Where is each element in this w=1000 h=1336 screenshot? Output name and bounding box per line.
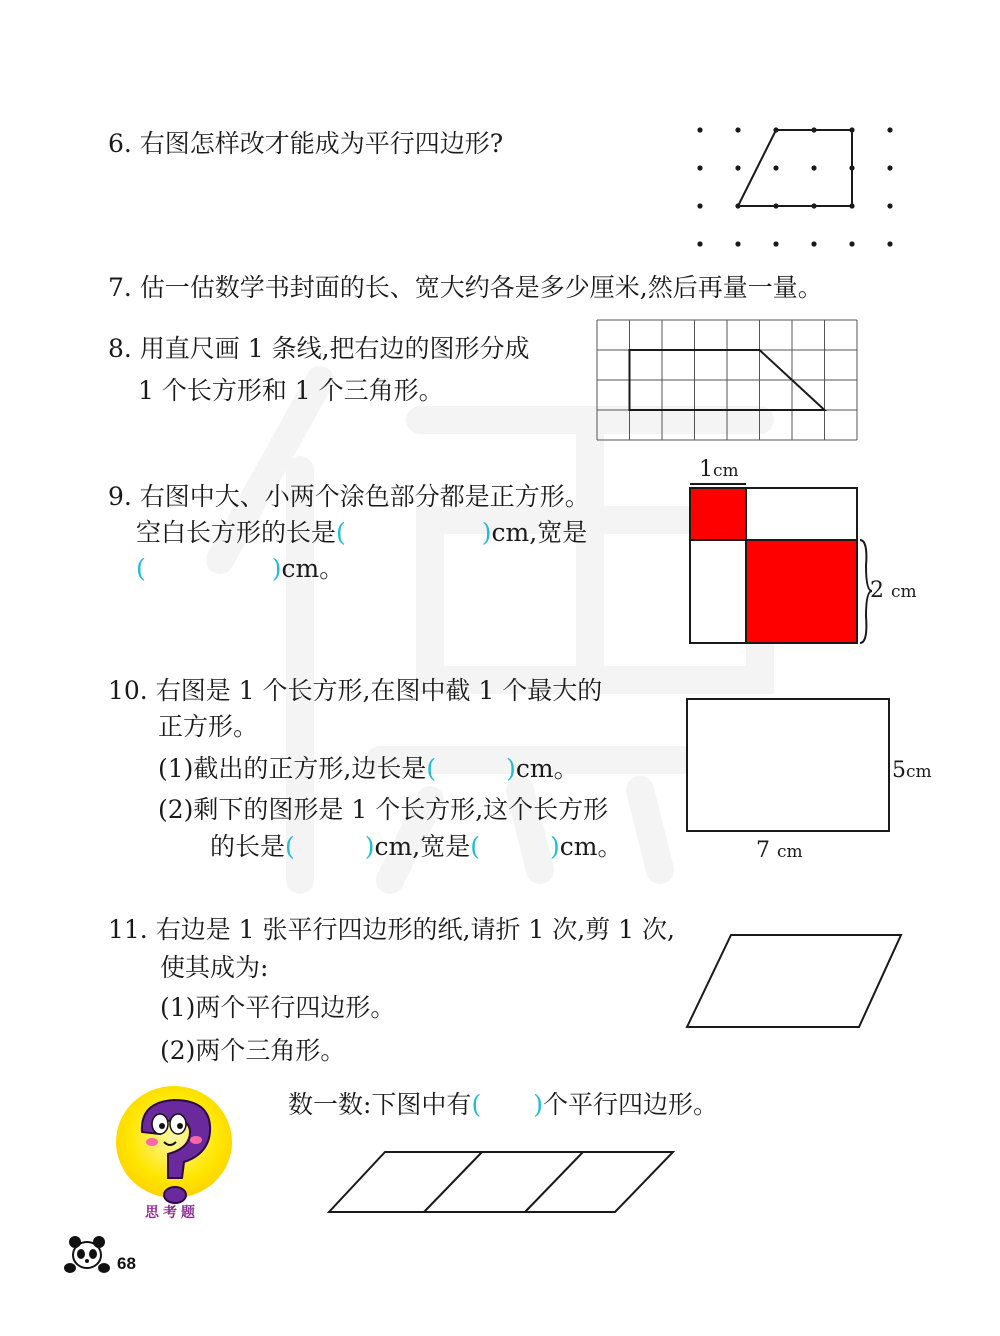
question-10-sub2-line2: 的长是( )cm,宽是( )cm。	[210, 832, 623, 861]
grid-dot	[735, 241, 740, 246]
question-9-line1: 9. 右图中大、小两个涂色部分都是正方形。	[108, 482, 590, 511]
parallelogram-paper-figure	[685, 932, 905, 1032]
question-9-line3: ( )cm。	[136, 554, 345, 583]
parallelogram-strip-figure	[327, 1150, 677, 1214]
question-6: 6. 右图怎样改才能成为平行四边形?	[108, 129, 504, 158]
squares-figure	[686, 484, 886, 654]
trapezoid-shape	[738, 130, 852, 206]
label-1cm: 1cm	[699, 457, 739, 482]
dot-grid-trapezoid-figure	[690, 120, 910, 250]
question-10-sub2-line1: (2)剩下的图形是 1 个长方形,这个长方形	[158, 795, 609, 824]
rectangle-figure	[685, 697, 895, 837]
answer-blank-rest-length[interactable]: ( )	[285, 832, 375, 861]
grid-dot	[735, 165, 740, 170]
grid-dot	[887, 127, 892, 132]
answer-blank-length[interactable]: ( )	[336, 518, 492, 547]
grid-dot	[811, 165, 816, 170]
question-11-sub2: (2)两个三角形。	[160, 1036, 346, 1065]
page-number: 68	[117, 1254, 136, 1273]
question-11-sub1: (1)两个平行四边形。	[160, 993, 396, 1022]
answer-blank-count[interactable]: ( )	[471, 1090, 543, 1119]
question-11-line1: 11. 右边是 1 张平行四边形的纸,请折 1 次,剪 1 次,	[108, 915, 675, 944]
question-9-line2: 空白长方形的长是( )cm,宽是	[136, 518, 588, 547]
question-7: 7. 估一估数学书封面的长、宽大约各是多少厘米,然后再量一量。	[108, 273, 823, 302]
thinking-label: 思考题	[145, 1205, 199, 1221]
answer-blank-rest-width[interactable]: ( )	[470, 832, 560, 861]
large-red-square	[746, 540, 857, 643]
question-10-line2: 正方形。	[158, 712, 259, 741]
label-2cm: 2 cm	[870, 578, 917, 603]
question-10-line1: 10. 右图是 1 个长方形,在图中截 1 个最大的	[108, 676, 603, 705]
label-5cm: 5cm	[892, 758, 932, 783]
grid-dot	[697, 203, 702, 208]
question-11-line2: 使其成为:	[160, 953, 269, 982]
question-8-line1: 8. 用直尺画 1 条线,把右边的图形分成	[108, 334, 530, 363]
thinking-mascot-icon	[112, 1082, 242, 1212]
grid-dot	[811, 241, 816, 246]
grid-dot	[697, 241, 702, 246]
grid-dot	[697, 165, 702, 170]
grid-dot	[887, 241, 892, 246]
grid-dot	[697, 127, 702, 132]
label-7cm: 7 cm	[756, 838, 803, 863]
panda-icon	[62, 1228, 112, 1278]
thinking-question: 数一数:下图中有( )个平行四边形。	[288, 1090, 718, 1119]
grid-dot	[773, 165, 778, 170]
question-8-line2: 1 个长方形和 1 个三角形。	[138, 376, 444, 405]
grid-dot	[887, 165, 892, 170]
grid-trapezoid-figure	[595, 318, 860, 443]
answer-blank-width[interactable]: ( )	[136, 554, 282, 583]
grid-dot	[773, 241, 778, 246]
grid-dot	[849, 241, 854, 246]
answer-blank-side[interactable]: ( )	[426, 754, 516, 783]
question-10-sub1: (1)截出的正方形,边长是( )cm。	[158, 754, 579, 783]
grid-dot	[887, 203, 892, 208]
small-red-square	[690, 488, 746, 540]
grid-dot	[735, 127, 740, 132]
